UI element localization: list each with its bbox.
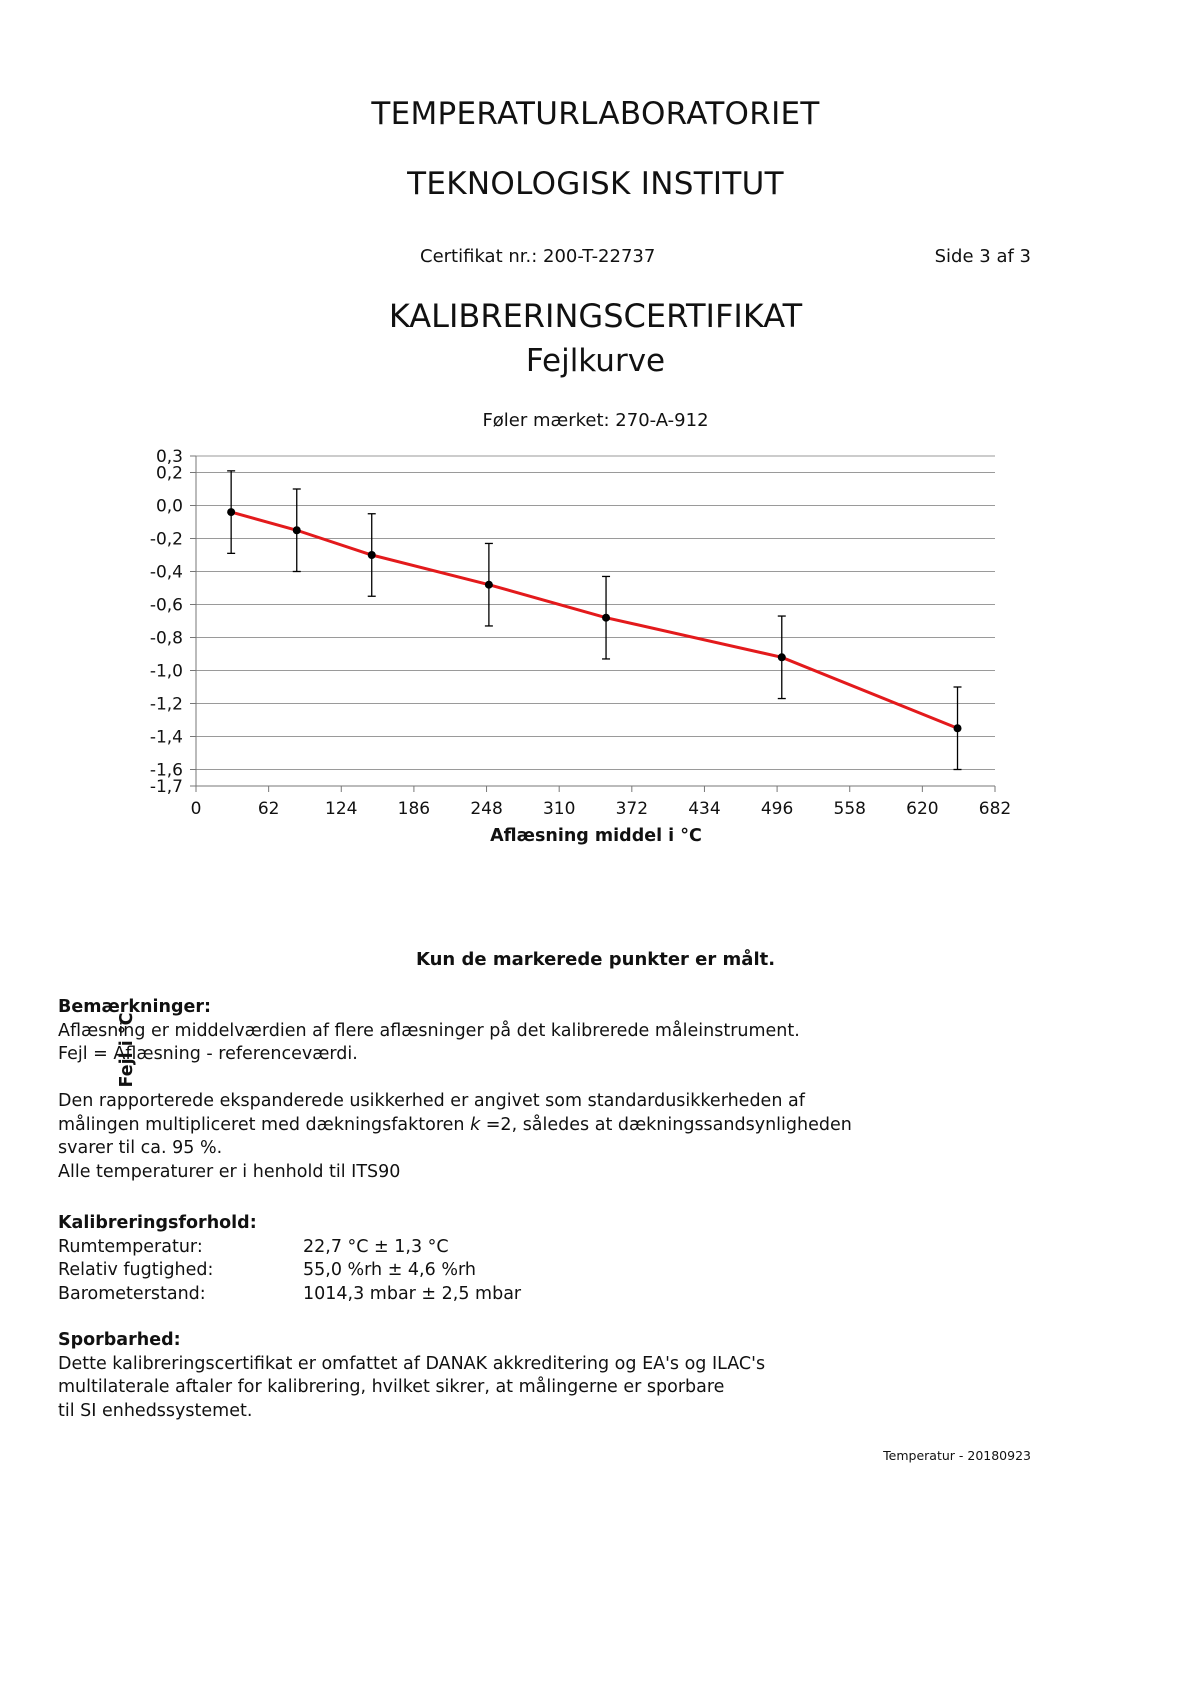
x-tick-label: 0 xyxy=(190,799,202,819)
footer-version: Temperatur - 20180923 xyxy=(883,1448,1031,1463)
sensor-label: Føler mærket: 270-A-912 xyxy=(482,410,709,431)
x-tick-label: 248 xyxy=(470,799,503,819)
y-tick-label: -1,0 xyxy=(149,661,183,682)
uncertainty-line-3: svarer til ca. 95 %. xyxy=(58,1138,223,1158)
y-tick-label: -1,7 xyxy=(149,777,183,797)
x-tick-label: 372 xyxy=(615,799,649,819)
data-points xyxy=(227,508,961,732)
x-axis-label: Aflæsning middel i °C xyxy=(490,826,702,846)
page-number: Side 3 af 3 xyxy=(934,246,1031,267)
data-point xyxy=(778,653,786,661)
y-tick-label: 0,0 xyxy=(155,496,183,517)
data-point xyxy=(602,614,610,622)
traceability-line-3: til SI enhedssystemet. xyxy=(58,1400,253,1421)
institute-name: TEKNOLOGISK INSTITUT xyxy=(407,166,784,202)
conditions-section xyxy=(58,1212,521,1306)
chart-grid xyxy=(190,456,995,792)
x-tick-label: 682 xyxy=(978,799,1012,819)
x-tick-label: 434 xyxy=(688,799,721,819)
y-tick-label: -0,6 xyxy=(149,595,183,616)
y-tick-label: -0,4 xyxy=(149,562,183,583)
condition-row: Relativ fugtighed: 55,0 %rh ± 4,6 %rh xyxy=(58,1260,476,1280)
lab-name: TEMPERATURLABORATORIET xyxy=(371,96,820,132)
y-tick-label: -0,2 xyxy=(149,529,183,550)
remarks-line-1: Aflæsning er middelværdien af flere aflæsninger på det kalibrerede måleinstrument. xyxy=(58,1020,800,1041)
traceability-section xyxy=(58,1329,765,1423)
page-title: KALIBRERINGSCERTIFIKAT xyxy=(388,297,803,335)
y-tick-label: -1,6 xyxy=(149,760,183,781)
uncertainty-line-1: Den rapporterede ekspanderede usikkerhed er angivet som standardusikkerheden af xyxy=(58,1091,805,1111)
y-tick-label: -1,2 xyxy=(149,694,183,715)
y-tick-label: 0,3 xyxy=(155,447,183,467)
page-subtitle: Fejlkurve xyxy=(525,343,666,379)
certificate-number: Certifikat nr.: 200-T-22737 xyxy=(420,246,656,267)
conditions-heading: Kalibreringsforhold: xyxy=(58,1213,257,1233)
data-point xyxy=(485,581,493,589)
y-tick-label: -0,8 xyxy=(149,628,183,649)
series-line xyxy=(231,512,957,728)
error-bars xyxy=(227,471,961,770)
its90-line: Alle temperaturer er i henhold til ITS90 xyxy=(58,1161,401,1182)
coverage-factor-k: k xyxy=(470,1114,481,1135)
data-point xyxy=(368,551,376,559)
x-tick-label: 124 xyxy=(325,799,358,819)
condition-row: Barometerstand: 1014,3 mbar ± 2,5 mbar xyxy=(58,1283,522,1304)
data-point xyxy=(227,508,235,516)
x-tick-labels xyxy=(191,799,1012,819)
data-point xyxy=(954,724,962,732)
measured-points-note: Kun de markerede punkter er målt. xyxy=(415,949,776,970)
uncertainty-line-2: målingen multipliceret med dækningsfaktoren k =2, således at dækningssandsynligheden xyxy=(58,1114,852,1135)
x-tick-label: 186 xyxy=(397,799,431,819)
y-axis-label: Fejl i °C xyxy=(117,1012,137,1088)
remarks-section xyxy=(58,996,852,1184)
y-tick-label: -1,4 xyxy=(149,727,183,748)
traceability-line-2: multilaterale aftaler for kalibrering, hvilket sikrer, at målingerne er sporbare xyxy=(58,1377,725,1397)
x-tick-label: 558 xyxy=(833,799,866,819)
condition-row: Rumtemperatur: 22,7 °C ± 1,3 °C xyxy=(58,1236,449,1257)
y-tick-labels xyxy=(150,447,183,797)
traceability-line-1: Dette kalibreringscertifikat er omfattet af DANAK akkreditering og EA's og ILAC's xyxy=(58,1353,766,1374)
remarks-heading: Bemærkninger: xyxy=(58,997,211,1017)
y-tick-label: 0,2 xyxy=(155,463,183,484)
x-tick-label: 62 xyxy=(257,799,280,819)
x-tick-label: 496 xyxy=(760,799,794,819)
traceability-heading: Sporbarhed: xyxy=(58,1330,181,1350)
remarks-line-2: Fejl = Aflæsning - referenceværdi. xyxy=(58,1044,358,1064)
x-tick-label: 310 xyxy=(542,799,576,819)
data-point xyxy=(293,526,301,534)
x-tick-label: 620 xyxy=(906,799,939,819)
